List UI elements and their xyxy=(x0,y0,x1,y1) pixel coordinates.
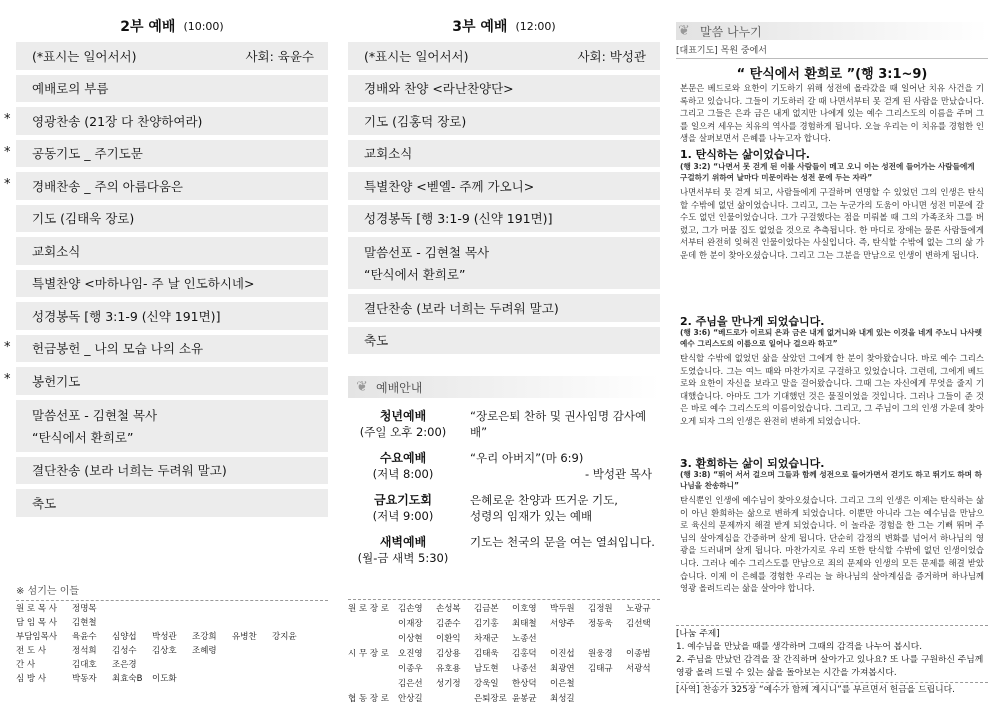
people-role: 부담임목사 xyxy=(16,632,58,642)
people-role: 심 방 사 xyxy=(16,674,47,684)
people-name xyxy=(272,659,312,671)
elders-grid xyxy=(348,603,660,706)
elder-name: 강욱일 xyxy=(474,679,499,689)
people-name xyxy=(192,673,232,685)
point-1-body: 나면서부터 못 걷게 되고, 사람들에게 구걸하며 연명할 수 있었던 그의 인생은 탄식할 수밖에 없던 삶이었습니다. 그리고, 그는 누군가의 도움이 아니면 성전 미문에 갈 수도 없던 인물이었습니다. 그가 구걸했다는 점을 미뤄볼 때 그의 가족조차 그를 버렸고, 그가 머물 집도 없었을 것으로 추측됩니다. 한 마디로 장애는 물론 사람들에게서부터 완전히 잊혀진 인물이었다는 사실입니다. 즉, 탄식할 수밖에 없는 그의 삶 가운데 한 분이 찾아오셨습니다. 그리고 그는 그분을 만남으로 인생이 변하게 됩니다. xyxy=(680,187,984,260)
elder-name xyxy=(588,633,626,646)
elder-name: 김상용 xyxy=(436,649,461,659)
elder-name: 김홍덕 xyxy=(512,649,537,659)
notice-key-title: 새벽예배 xyxy=(379,535,427,549)
notice-key-time: (월-금 새벽 5:30) xyxy=(357,551,449,565)
service2-item-text: * 헌금봉헌 _ 나의 모습 나의 소유 xyxy=(32,341,204,357)
service2-item xyxy=(16,270,328,298)
people-name xyxy=(192,617,232,629)
elder-name: 유호용 xyxy=(436,664,461,674)
elder-role xyxy=(348,633,398,646)
service3-item xyxy=(348,75,660,103)
sermon-intro: 본문은 베드로와 요한이 기도하기 위해 성전에 올라갔을 때 일어난 치유 사건을 기록하고 있습니다. 그들이 기도하러 갈 때 나면서부터 못 걷게 된 사람을 만났습니다. 그리고 그들은 은과 금은 내게 없지만 나에게 있는 예수 그리스도의 이름을 주며 그를 일으켜 세우는 치유의 역사를 경험하게 됩니다. 오늘 우리는 이 치유를 경험한 인생을 살펴보면서 은혜를 나누고자 합니다. xyxy=(680,83,984,144)
service2-item-text: 예배로의 부름 xyxy=(32,81,109,97)
elder-name: 노종선 xyxy=(512,634,537,644)
discussion-item: 1. 예수님을 만났을 때를 생각하며 그때의 감격을 나누어 봅시다. xyxy=(676,642,923,652)
elder-role: 협 동 장 로 xyxy=(348,694,389,704)
elder-name xyxy=(436,693,474,706)
service2-item-text: * 공동기도 _ 주기도문 xyxy=(32,146,143,162)
service2-bless-text: 축도 xyxy=(32,495,57,511)
elder-name: 이종우 xyxy=(398,664,423,674)
service3-note-row xyxy=(348,42,660,70)
point-1-verse: (행 3:2) “나면서 못 걷게 된 이를 사람들이 메고 오니 이는 성전에 들어가는 사람들에게 구걸하기 위하여 날마다 미문이라는 성전 문에 두는 자라” xyxy=(680,162,975,182)
service2-item-text: 성경봉독 [행 3:1-9 (신약 191면)] xyxy=(32,308,221,324)
service3-sermon-preacher: 말씀선포 - 김현철 목사 xyxy=(364,245,490,260)
service2-item xyxy=(16,140,328,168)
people-name xyxy=(112,603,152,615)
elder-name: 최성길 xyxy=(550,694,575,704)
people-name xyxy=(232,645,272,657)
service3-item xyxy=(348,140,660,168)
service3-column xyxy=(348,0,660,708)
service2-title: 2부 예배 xyxy=(120,19,176,35)
notice-key-time: (주일 오후 2:00) xyxy=(359,425,447,439)
point-3-title: 3. 환희하는 삶이 되었습니다. xyxy=(680,457,825,470)
service3-title: 3부 예배 xyxy=(452,19,508,35)
elder-name: 은퇴장로 xyxy=(474,694,507,704)
service2-item xyxy=(16,172,328,200)
people-name xyxy=(272,603,312,615)
service3-item-text: 성경봉독 [행 3:1-9 (신약 191면)] xyxy=(364,211,553,227)
elder-name xyxy=(588,678,626,691)
people-name: 김현철 xyxy=(72,618,97,628)
notice-value xyxy=(458,450,660,482)
service3-note: (*표시는 일어서서) xyxy=(364,48,469,64)
service2-sermon-preacher: 말씀선포 - 김현철 목사 xyxy=(32,407,158,423)
service2-note: (*표시는 일어서서) xyxy=(32,48,137,64)
service3-header xyxy=(388,14,620,38)
elder-role xyxy=(348,678,398,691)
elder-name: 이상현 xyxy=(398,634,423,644)
sermon-title: “ 탄식에서 환희로 ”(행 3:1~9) xyxy=(736,67,928,82)
word-header-title: 말씀 나누기 xyxy=(700,24,762,39)
people-name: 정석희 xyxy=(72,646,97,656)
notice-value-line: 성령의 임재가 있는 예배 xyxy=(470,509,593,523)
elder-name: 이재장 xyxy=(398,619,423,629)
notice-value-line: 기도는 천국의 문을 여는 열쇠입니다. xyxy=(470,535,655,549)
people-name xyxy=(152,603,192,615)
service2-item xyxy=(16,75,328,103)
people-name xyxy=(232,603,272,615)
people-name: 박동자 xyxy=(72,674,97,684)
people-name xyxy=(272,673,312,685)
service2-sermon xyxy=(16,400,328,452)
service3-host: 사회: 박성관 xyxy=(577,48,646,64)
elder-role: 시 무 장 로 xyxy=(348,649,389,659)
elder-name: 최광연 xyxy=(550,664,575,674)
discussion-title: [나눔 주제] xyxy=(676,629,720,639)
service3-bless-text: 축도 xyxy=(364,333,389,349)
people-name: 김대호 xyxy=(72,660,97,670)
elder-name xyxy=(550,633,588,646)
elder-name: 김기홍 xyxy=(474,619,499,629)
leaf-icon: ❦ xyxy=(356,379,368,395)
notice-key-title: 수요예배 xyxy=(379,451,427,465)
people-name: 유병찬 xyxy=(232,632,257,642)
people-name xyxy=(232,673,272,685)
notice-row xyxy=(348,534,660,566)
elder-name: 이호영 xyxy=(512,604,537,614)
service2-bless xyxy=(16,489,328,517)
elder-name: 김준수 xyxy=(436,619,461,629)
service2-item xyxy=(16,107,328,135)
notice-key xyxy=(348,534,458,566)
elder-name: 서양주 xyxy=(550,619,575,629)
elder-name xyxy=(626,693,664,706)
people-name xyxy=(152,659,192,671)
people-name xyxy=(152,617,192,629)
people-role: 간 사 xyxy=(16,660,36,670)
elder-name: 안상길 xyxy=(398,694,423,704)
elder-name: 노광규 xyxy=(626,604,651,614)
worship-notice-header xyxy=(348,376,660,398)
people-name xyxy=(232,617,272,629)
elder-name xyxy=(626,633,664,646)
elder-name: 최태철 xyxy=(512,619,537,629)
elder-name: 한상덕 xyxy=(512,679,537,689)
people-name: 조은경 xyxy=(112,660,137,670)
people-role: 전 도 사 xyxy=(16,646,47,656)
service2-item xyxy=(16,205,328,233)
elder-name: 박두원 xyxy=(550,604,575,614)
people-name: 강지윤 xyxy=(272,632,297,642)
elder-name: 차재군 xyxy=(474,634,499,644)
service3-sermon xyxy=(348,237,660,289)
people-name xyxy=(112,617,152,629)
service2-item-text: 특별찬양 <마하나임- 주 날 인도하시네> xyxy=(32,276,255,292)
worship-notice-title: 예배안내 xyxy=(376,380,423,395)
elder-name: 김은선 xyxy=(398,679,423,689)
point-2-verse: (행 3:6) “베드로가 이르되 은과 금은 내게 없거니와 내게 있는 이것을 네게 주노니 나사렛 예수 그리스도의 이름으로 일어나 걸으라 하고” xyxy=(680,328,982,348)
people-name xyxy=(272,645,312,657)
elder-role: 원 로 장 로 xyxy=(348,604,389,614)
service2-sermon-title: “탄식에서 환희로” xyxy=(32,429,134,445)
discussion-item: 2. 주님을 만났던 감격을 잘 간직하며 살아가고 있나요? 또 나를 구원하신 주님께 영광 올려 드릴 수 있는 삶을 돌아보는 시간을 가져봅시다. xyxy=(676,655,984,678)
service2-item xyxy=(16,237,328,265)
elder-role xyxy=(348,663,398,676)
service2-item xyxy=(16,335,328,363)
people-name: 최효숙B xyxy=(112,674,143,684)
notice-key-time: (저녁 8:00) xyxy=(372,467,434,481)
elder-name: 김태욱 xyxy=(474,649,499,659)
service2-host: 사회: 육윤수 xyxy=(245,48,314,64)
service2-item-text: 교회소식 xyxy=(32,243,81,259)
people-role: 원 로 목 사 xyxy=(16,604,57,614)
notice-key xyxy=(348,492,458,524)
people-name xyxy=(192,603,232,615)
notice-key-title: 금요기도회 xyxy=(374,493,432,507)
people-name: 육윤수 xyxy=(72,632,97,642)
service3-item-text: 특별찬양 <벧엘- 주께 가오니> xyxy=(364,178,535,194)
service2-order xyxy=(16,42,328,522)
word-column xyxy=(676,0,988,708)
point-2-body: 탄식할 수밖에 없었던 삶을 살았던 그에게 한 분이 찾아왔습니다. 바로 예수 그리스도였습니다. 그는 여느 때와 마찬가지로 구걸하고 있었습니다. 그런데, 그에게 베드로와 요한이 자신을 보라고 말을 걸어왔습니다. 그때 그는 자신에게 무엇을 줄지 기대했습니다. 아마도 그가 기대했던 것은 물질이었을 것입니다. 그러나 그들이 준 것은 바로 예수 그리스도의 이름이었습니다. 그리고, 그 주님이 그의 인생 가운데 찾아오게 되자 그의 인생은 완전히 변하게 되었습니다. xyxy=(680,353,984,426)
discussion xyxy=(676,625,988,697)
elder-name: 김선택 xyxy=(626,619,651,629)
service3-item-text: 경배와 찬양 <라난찬양단> xyxy=(364,81,514,97)
service2-note-row xyxy=(16,42,328,70)
service2-item xyxy=(16,302,328,330)
notice-value-line: 은혜로운 찬양과 뜨거운 기도, xyxy=(470,493,618,507)
elders-list xyxy=(348,599,660,706)
people-name xyxy=(272,617,312,629)
service2-item-text: * 영광찬송 (21장 다 찬양하여라) xyxy=(32,113,203,129)
people-role: 담 임 목 사 xyxy=(16,618,57,628)
service3-sermon-title: “탄식에서 환희로” xyxy=(364,267,466,282)
notice-key-title: 청년예배 xyxy=(379,409,427,423)
point-3-body: 탄식뿐인 인생에 예수님이 찾아오셨습니다. 그리고 그의 인생은 이제는 탄식하는 삶이 아닌 환희하는 삶으로 변하게 되었습니다. 이뿐만 아니라 그는 예수님을 만남으로 육신의 문제까지 해결 받게 되었습니다. 이 놀라운 경험을 한 그는 기뻐 뛰며 주님의 살아계심을 간증하며 살게 됩니다. 단순히 감정의 변화를 넘어서 하나님의 영광을 드러내며 살게 됩니다. 마찬가지로 우리 또한 탄식할 수밖에 없던 인생이었습니다. 그러나 예수 그리스도를 만남으로 죄의 문제와 인생의 모든 문제를 해결 받았습니다. 이제 이 은혜를 경험한 우리는 늘 하나님의 살아계심을 증거하며 하나님께 영광 올려드리는 삶을 살아야 합니다. xyxy=(680,495,984,594)
elder-name: 이진섭 xyxy=(550,649,575,659)
service3-item-text: 교회소식 xyxy=(364,146,413,162)
serving-people-grid xyxy=(16,603,328,685)
point-2-title: 2. 주님을 만나게 되었습니다. xyxy=(680,315,825,328)
notice-value xyxy=(458,408,660,440)
elder-name: 김손영 xyxy=(398,604,423,614)
elder-name: 정동욱 xyxy=(588,619,613,629)
elder-name: 김금본 xyxy=(474,604,499,614)
notice-value-line: “우리 아버지”(마 6:9) xyxy=(470,451,584,465)
elder-name: 나종선 xyxy=(512,664,537,674)
people-name xyxy=(192,659,232,671)
service3-order xyxy=(348,42,660,359)
service3-item xyxy=(348,205,660,233)
notice-row xyxy=(348,450,660,482)
service2-header xyxy=(56,14,288,38)
people-name: 심양섭 xyxy=(112,632,137,642)
service3-closing-text: 결단찬송 (보라 너희는 두려워 말고) xyxy=(364,300,559,316)
notice-value-line: “장로은퇴 찬하 및 권사임명 감사예배” xyxy=(470,409,647,439)
elder-name: 이환익 xyxy=(436,634,461,644)
elder-name: 윤봉균 xyxy=(512,694,537,704)
service2-item-text: * 경배찬송 _ 주의 아름다움은 xyxy=(32,178,183,194)
service3-item-text: 기도 (김홍덕 장로) xyxy=(364,113,467,129)
notice-value xyxy=(458,534,660,566)
word-header xyxy=(676,22,988,40)
notice-key-time: (저녁 9:00) xyxy=(372,509,434,523)
elder-name: 원웅경 xyxy=(588,649,613,659)
point-1-title: 1. 탄식하는 삶이었습니다. xyxy=(680,148,810,161)
leaf-icon: ❦ xyxy=(678,23,690,39)
worship-notice xyxy=(348,376,660,566)
service3-bless xyxy=(348,327,660,355)
service2-closing-text: 결단찬송 (보라 너희는 두려워 말고) xyxy=(32,463,227,479)
service3-item xyxy=(348,172,660,200)
elder-name xyxy=(626,678,664,691)
people-name: 김상호 xyxy=(152,646,177,656)
people-name xyxy=(232,659,272,671)
service3-closing xyxy=(348,294,660,322)
service2-item-text: * 봉헌기도 xyxy=(32,373,81,389)
notice-row xyxy=(348,492,660,524)
people-name: 김성수 xyxy=(112,646,137,656)
elder-name: 오진영 xyxy=(398,649,423,659)
people-name: 박성관 xyxy=(152,632,177,642)
people-name: 정명목 xyxy=(72,604,97,614)
serving-people-title: ※ 섬기는 이들 xyxy=(16,582,328,601)
elder-name: 김태규 xyxy=(588,664,613,674)
service2-time: (10:00) xyxy=(183,19,224,33)
notice-value-line: - 박성관 목사 xyxy=(584,467,652,481)
service2-item xyxy=(16,367,328,395)
elder-name: 이종범 xyxy=(626,649,651,659)
people-name: 조혜령 xyxy=(192,646,217,656)
word-subline: [대표기도] 목원 중에서 xyxy=(676,43,988,59)
serving-people xyxy=(16,582,328,685)
elder-name: 남도현 xyxy=(474,664,499,674)
people-name: 조강희 xyxy=(192,632,217,642)
elder-role xyxy=(348,618,398,631)
notice-key xyxy=(348,450,458,482)
elder-name: 김정원 xyxy=(588,604,613,614)
point-3-verse: (행 3:8) “뛰어 서서 걸으며 그들과 함께 성전으로 들어가면서 걷기도 하고 뛰기도 하며 하나님을 찬송하니” xyxy=(680,470,982,490)
elder-name: 이은철 xyxy=(550,679,575,689)
elder-name xyxy=(588,693,626,706)
notice-key xyxy=(348,408,458,440)
elder-name: 서광석 xyxy=(626,664,651,674)
notice-row xyxy=(348,408,660,440)
elder-name: 성기정 xyxy=(436,679,461,689)
service2-column xyxy=(16,0,328,708)
discussion-offering: [사역] 찬송가 325장 “예수가 함께 계시니”를 부르면서 헌금을 드립니다. xyxy=(676,682,988,697)
notice-value xyxy=(458,492,660,524)
elder-name: 손성복 xyxy=(436,604,461,614)
service3-time: (12:00) xyxy=(515,19,556,33)
service2-closing xyxy=(16,457,328,485)
service3-item xyxy=(348,107,660,135)
service2-item-text: 기도 (김태욱 장로) xyxy=(32,211,135,227)
people-name: 이도화 xyxy=(152,674,177,684)
